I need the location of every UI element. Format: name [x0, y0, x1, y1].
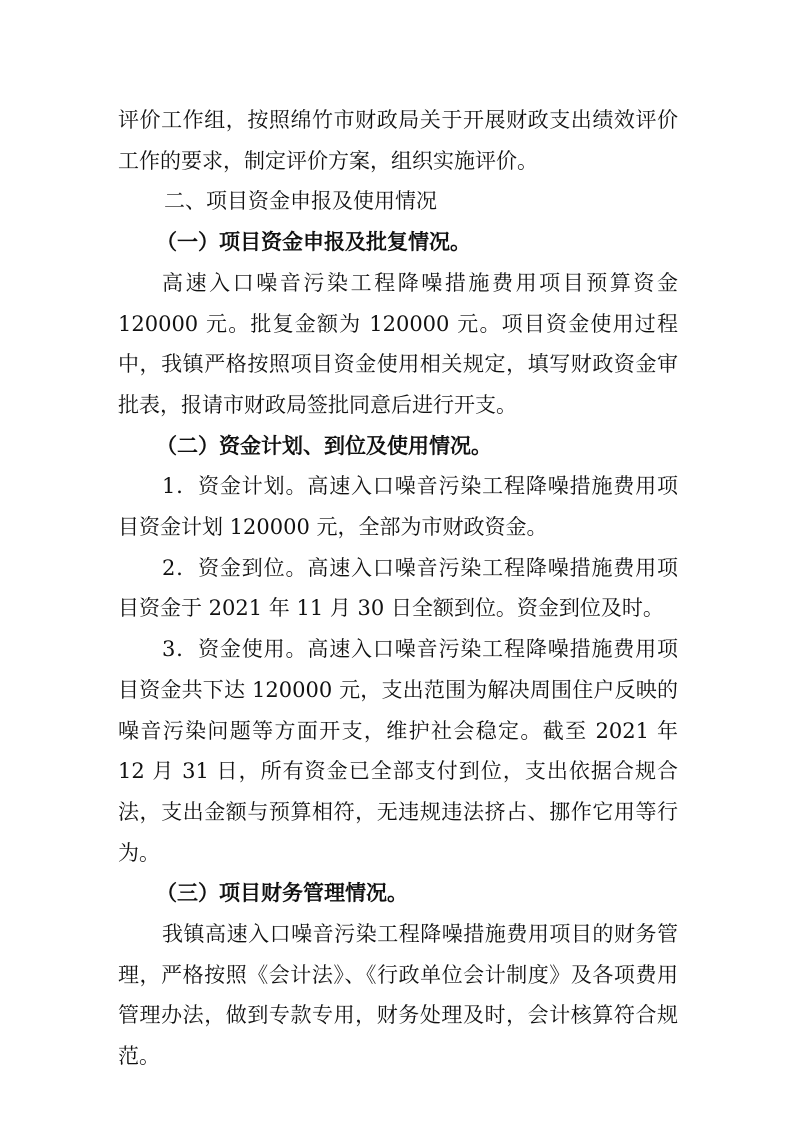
intro-paragraph: 评价工作组，按照绵竹市财政局关于开展财政支出绩效评价工作的要求，制定评价方案，组织实施评价。: [118, 108, 678, 173]
subsection-heading-1: （一）项目资金申报及批复情况。: [156, 230, 471, 255]
subsection-heading-3: （三）项目财务管理情况。: [156, 881, 408, 906]
paragraph-fund-arrival: 2．资金到位。高速入口噪音污染工程降噪措施费用项目资金于 2021 年 11 月 30 日全额到位。资金到位及时。: [118, 555, 678, 621]
section-heading: 二、项目资金申报及使用情况: [164, 189, 437, 214]
paragraph-fund-usage: 3．资金使用。高速入口噪音污染工程降噪措施费用项目资金共下达 120000 元，支出范围为解决周围住户反映的噪音污染问题等方面开支，维护社会稳定。截至 2021 年 12 月 31 日，所有资金已全部支付到位，支出依据合规合法，支出金额与预算相符，无违规违法挤占、挪作它用等行为。: [118, 637, 678, 865]
paragraph-fund-plan: 1．资金计划。高速入口噪音污染工程降噪措施费用项目资金计划 120000 元，全部为市财政资金。: [118, 474, 678, 540]
document-body: [118, 100, 678, 1077]
paragraph-financial-management: 我镇高速入口噪音污染工程降噪措施费用项目的财务管理，严格按照《会计法》、《行政单位会计制度》及各项费用管理办法，做到专款专用，财务处理及时，会计核算符合规范。: [118, 922, 678, 1069]
subsection-heading-2: （二）资金计划、到位及使用情况。: [156, 433, 492, 458]
paragraph-budget: 高速入口噪音污染工程降噪措施费用项目预算资金120000 元。批复金额为 120000 元。项目资金使用过程中，我镇严格按照项目资金使用相关规定，填写财政资金审批表，报请市财政局签批同意后进行开支。: [118, 270, 678, 417]
